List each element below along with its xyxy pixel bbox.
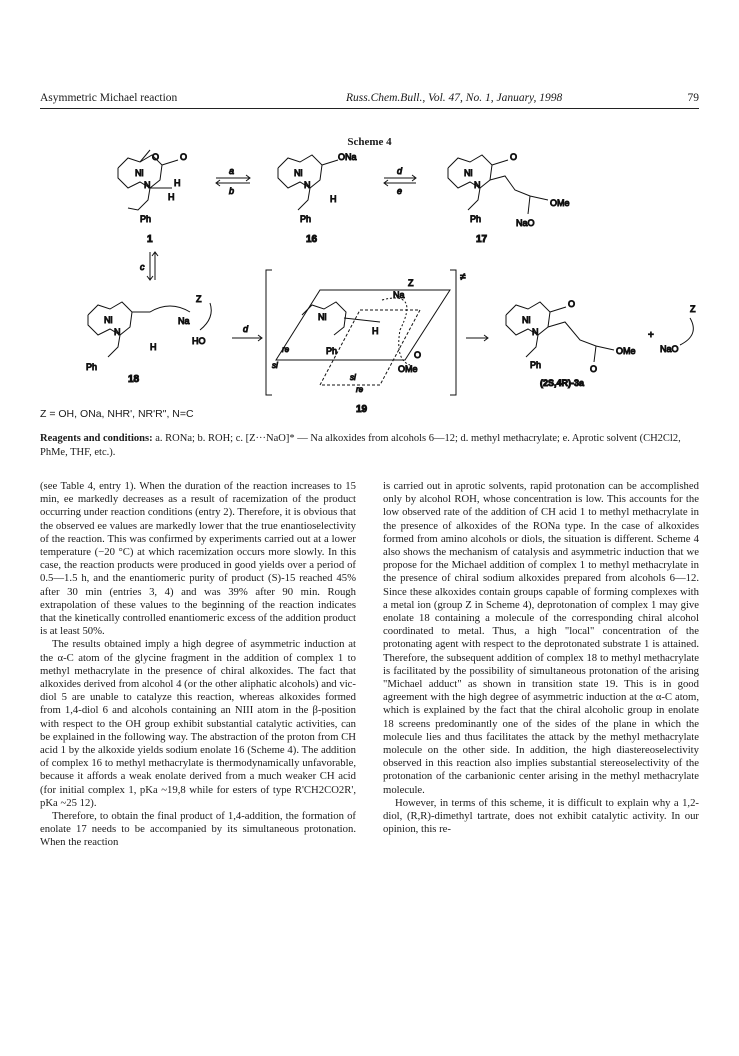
atom-label: ONa bbox=[338, 152, 357, 162]
compound-16-structure bbox=[278, 152, 357, 245]
reagent-label: a bbox=[229, 166, 235, 176]
atom-label: Ph bbox=[86, 362, 98, 372]
atom-label: OMe bbox=[398, 364, 418, 374]
atom-label: Ni bbox=[464, 168, 473, 178]
atom-label: O bbox=[414, 350, 422, 360]
reagents-text: a. RONa; b. ROH; c. [Z···NaO]* — Na alkoxides from alcohols 6—12; d. methyl methacrylate; e. Aprotic solvent (CH2Cl2, PhMe, THF, etc.). bbox=[40, 433, 681, 458]
paragraph: is carried out in aprotic solvents, rapid protonation can be accomplished only by alcohol ROH, whose concentration is low. This accounts for the low observed rate of the addition of CH acid 1 to methyl methacrylate in the presence of alkoxides of the RONa type. In the case of alkoxides formed from amino alcohols or diols, the situation is different. Scheme 4 also shows the mechanism of catalysis and asymmetric induction that we propose for the Michael addition of complex 1 to methyl methacrylate in the presence of chiral sodium alkoxides prepared from alcohols 6—12. Since these alkoxides contain groups capable of forming complexes with a metal ion (group Z in Scheme 4), deprotonation of complex 1 may give enolate 18 containing a molecule of the corresponding chiral alcohol coordinated to metal. Thus, a high "local" concentration of the protonating agent with respect to the deprotonated substrate 1 is attained. Therefore, the subsequent addition of complex 18 to methyl methacrylate is facilitated by the possibility of simultaneous protonation of the arising "Michael adduct" as shown in transition state 19. This is in good agreement with the high degree of asymmetric induction at the α-C atom, which is explained by the fact that the chiral alcoholic group in enolate 18 screens predominantly one of the sides of the plane in which the molecule lies and thus facilitates the attack by the methyl methacrylate molecule on the other side. In addition, the high diastereoselectivity observed in this reaction also implies substantial stereoselectivity of the protonation of the carbanionic center arising in the methyl methacrylate molecule. bbox=[383, 480, 699, 796]
compound-number: 1 bbox=[147, 234, 153, 245]
right-column bbox=[383, 480, 699, 836]
equilibrium-arrow-c bbox=[140, 252, 158, 280]
atom-label: Z bbox=[408, 278, 414, 288]
atom-label: HO bbox=[192, 336, 206, 346]
reaction-arrow-d bbox=[232, 324, 262, 341]
face-label: si bbox=[350, 373, 356, 382]
atom-label: O bbox=[590, 364, 598, 374]
atom-label: O bbox=[180, 152, 188, 162]
face-label: re bbox=[282, 345, 290, 354]
compound-number: 19 bbox=[356, 404, 368, 415]
atom-label: H bbox=[174, 178, 181, 188]
atom-label: OMe bbox=[616, 346, 636, 356]
atom-label: Ph bbox=[470, 214, 482, 224]
atom-label: N bbox=[114, 327, 121, 337]
atom-label: OMe bbox=[550, 198, 570, 208]
atom-label: Na bbox=[178, 316, 190, 326]
atom-label: NaO bbox=[660, 344, 679, 354]
compound-number: 16 bbox=[306, 234, 318, 245]
running-header-title: Asymmetric Michael reaction bbox=[40, 92, 178, 104]
atom-label: Ph bbox=[140, 214, 152, 224]
scheme-4-diagram bbox=[0, 0, 739, 420]
compound-number: 18 bbox=[128, 374, 140, 385]
reagent-label: c bbox=[140, 262, 145, 272]
equilibrium-arrow-a-b bbox=[216, 166, 250, 196]
atom-label: Ph bbox=[326, 346, 338, 356]
face-label: si bbox=[272, 361, 278, 370]
atom-label: H bbox=[168, 192, 175, 202]
paragraph: However, in terms of this scheme, it is difficult to explain why a 1,2-diol, (R,R)-dimethyl tartrate, does not exhibit catalytic activity. In our opinion, this re- bbox=[383, 796, 699, 836]
reagents-lead: Reagents and conditions: bbox=[40, 433, 153, 444]
atom-label: N bbox=[304, 180, 311, 190]
atom-label: H bbox=[372, 326, 379, 336]
atom-label: Ph bbox=[300, 214, 312, 224]
journal-citation: Russ.Chem.Bull., Vol. 47, No. 1, January, 1998 bbox=[346, 92, 563, 104]
equilibrium-arrow-d-e bbox=[384, 166, 416, 196]
paragraph: (see Table 4, entry 1). When the duration of the reaction increases to 15 min, ee markedly decreases as a result of racemization of the product occurring under reaction conditions (entry 2). Therefore, it is obvious that the observed ee values are markedly lower that the true enantioselectivity of the reaction. This was confirmed by experiments carried out at a lower temperature (−20 °C) at which racemization occurs more slowly. In this case, the reaction products were produced in good yields over a period of 0.5—1.5 h, and the enantiomeric purity of product (S)-15 reached 45% after 30 min (entries 3, 4) and was 39% after 90 min. Rough extrapolation of these values to the beginning of the reaction indicates that the kinetically controlled enantiomeric excess of the addition product is at least 50%. bbox=[40, 480, 356, 638]
atom-label: Z bbox=[690, 304, 696, 314]
reagent-label: d bbox=[397, 166, 403, 176]
reagent-label: e bbox=[397, 186, 403, 196]
atom-label: Na bbox=[393, 290, 405, 300]
atom-label: H bbox=[330, 194, 337, 204]
scheme-title: Scheme 4 bbox=[347, 136, 392, 148]
reaction-arrow-product bbox=[466, 335, 488, 341]
atom-label: N bbox=[532, 327, 539, 337]
transition-state-mark: ≠ bbox=[460, 272, 466, 283]
compound-number: 17 bbox=[476, 234, 488, 245]
atom-label: Ni bbox=[294, 168, 303, 178]
atom-label: O bbox=[510, 152, 518, 162]
compound-17-structure bbox=[448, 152, 570, 245]
left-column bbox=[40, 480, 356, 850]
page-number: 79 bbox=[687, 92, 699, 104]
paragraph: The results obtained imply a high degree of asymmetric induction at the α-C atom of the glycine fragment in the addition of complex 1 to methyl methacrylate in the presence of chiral alkoxides. The fact that alkoxides derived from alcohol 4 (or the other aliphatic alcohols) and vic-diol 5 are unable to catalyze this reaction, whereas alkoxides formed from 1,4-diol 6 and alcohols containing an NIII atom in the β-position with respect to the OH group exhibit substantial catalytic activities, can be explained in the following way. The abstraction of the proton from CH acid 1 by the alkoxide yields sodium enolate 16 (Scheme 4). The addition of complex 16 to methyl methacrylate is thermodynamically unfavorable, because it affords a weak enolate derived from a much weaker CH acid (for initial complex 1, pKa ~19,8 while for esters of type R'CH2CO2R', pKa ~25 12). bbox=[40, 638, 356, 809]
atom-label: Ni bbox=[135, 168, 144, 178]
atom-label: NaO bbox=[516, 218, 535, 228]
transition-state-19 bbox=[266, 270, 466, 415]
atom-label: O bbox=[568, 299, 576, 309]
reagents-and-conditions bbox=[40, 432, 700, 460]
z-substituent-definition: Z = OH, ONa, NHR', NR'R", N=C bbox=[40, 408, 194, 420]
plus-sign: + bbox=[648, 330, 654, 341]
product-3a-structure bbox=[506, 299, 696, 388]
compound-label: (2S,4R)-3a bbox=[540, 378, 585, 388]
paragraph: Therefore, to obtain the final product of 1,4-addition, the formation of enolate 17 needs to be accompanied by its simultaneous protonation. When the reaction bbox=[40, 810, 356, 849]
atom-label: Ni bbox=[104, 315, 113, 325]
atom-label: Ph bbox=[530, 360, 542, 370]
atom-label: N bbox=[474, 180, 481, 190]
atom-label: O bbox=[152, 152, 160, 162]
compound-1-structure bbox=[118, 150, 187, 245]
reagent-label: b bbox=[229, 186, 235, 196]
atom-label: H bbox=[150, 342, 157, 352]
atom-label: N bbox=[144, 180, 151, 190]
face-label: re bbox=[356, 385, 364, 394]
atom-label: Z bbox=[196, 294, 202, 304]
atom-label: Ni bbox=[318, 312, 327, 322]
compound-18-structure bbox=[86, 294, 211, 385]
reagent-label: d bbox=[243, 324, 249, 334]
atom-label: Ni bbox=[522, 315, 531, 325]
